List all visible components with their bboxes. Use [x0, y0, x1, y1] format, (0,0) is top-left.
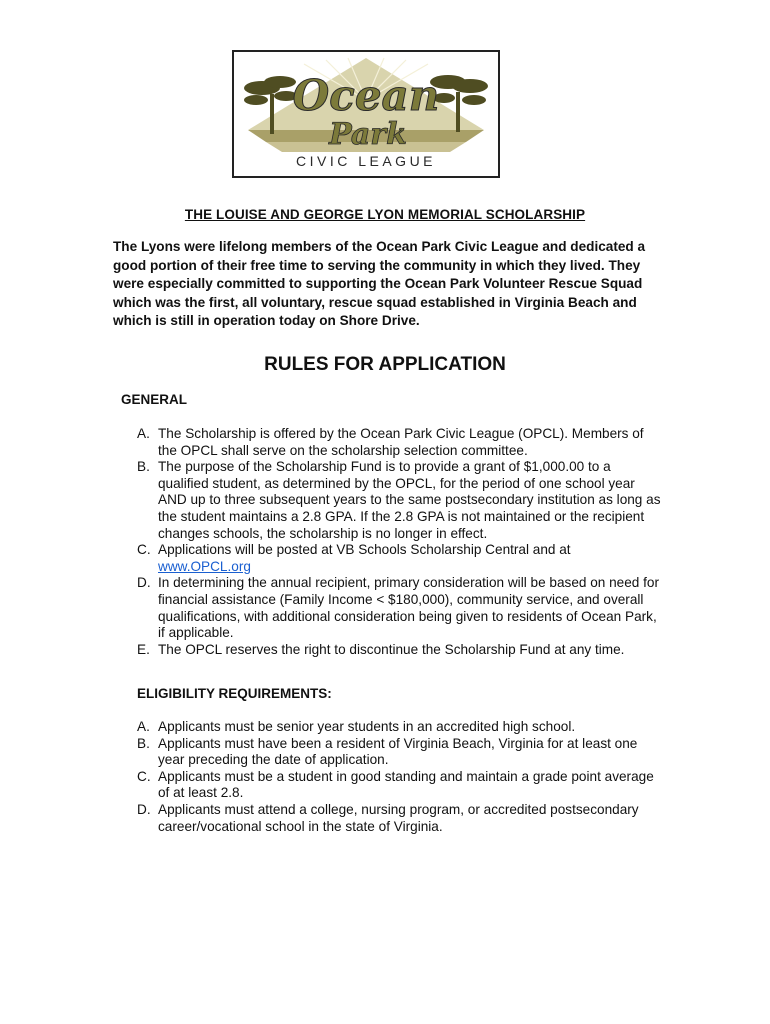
- eligibility-list: [137, 719, 665, 835]
- list-marker: A.: [137, 719, 150, 734]
- general-list: [137, 426, 665, 658]
- list-item-text: Applications will be posted at VB Schools Scholarship Central and at: [158, 542, 571, 558]
- general-heading: GENERAL: [121, 392, 188, 407]
- list-item-text: The OPCL reserves the right to discontinue the Scholarship Fund at any time.: [158, 641, 625, 657]
- opcl-website-link[interactable]: www.OPCL.org: [158, 558, 251, 574]
- logo-word-civic-league: CIVIC LEAGUE: [295, 153, 437, 169]
- list-marker: D.: [137, 801, 151, 817]
- list-marker: C.: [137, 768, 151, 784]
- list-marker: D.: [137, 575, 151, 591]
- list-item-text: Applicants must be a student in good standing and maintain a grade point average of at least 2.8.: [158, 768, 654, 801]
- document-title: THE LOUISE AND GEORGE LYON MEMORIAL SCHOLARSHIP: [184, 207, 586, 222]
- list-marker: B.: [137, 459, 150, 475]
- list-item: [137, 736, 665, 769]
- list-item: [137, 769, 665, 802]
- logo-graphic: [234, 52, 498, 176]
- intro-paragraph: The Lyons were lifelong members of the Ocean Park Civic League and dedicated a good portion of their free time to serving the community in which they lived. They were especially committed to supporting the Ocean Park Volunteer Rescue Squad which was the first, all voluntary, rescue squad established in Virginia Beach and which is still in operation today on Shore Drive.: [113, 239, 646, 328]
- list-item: [137, 575, 665, 641]
- logo-word-ocean: Ocean: [292, 71, 440, 120]
- rules-heading: RULES FOR APPLICATION: [264, 354, 506, 375]
- list-item: [137, 642, 665, 659]
- eligibility-heading: ELIGIBILITY REQUIREMENTS:: [137, 686, 332, 701]
- list-item: [137, 459, 665, 542]
- list-item-text: Applicants must be senior year students in an accredited high school.: [158, 719, 576, 734]
- list-marker: A.: [137, 426, 150, 441]
- list-item-text: Applicants must have been a resident of Virginia Beach, Virginia for at least one year preceding the date of application.: [158, 735, 638, 768]
- list-marker: C.: [137, 542, 151, 558]
- list-marker: E.: [137, 641, 150, 657]
- logo-word-park: Park: [329, 117, 407, 152]
- list-item: [137, 802, 665, 835]
- list-item-text: Applicants must attend a college, nursing program, or accredited postsecondary career/vocational school in the state of Virginia.: [158, 801, 639, 834]
- list-item-text: The purpose of the Scholarship Fund is to provide a grant of $1,000.00 to a qualified student, as determined by the OPCL, for the period of one school year AND up to three subsequent years to the same postsecondary institution as long as the student maintains a 2.8 GPA. If the 2.8 GPA is not maintained or the recipient changes schools, the scholarship is no longer in effect.: [158, 459, 661, 541]
- list-item: [137, 542, 665, 575]
- list-marker: B.: [137, 735, 150, 751]
- list-item: [137, 426, 665, 459]
- list-item-text: In determining the annual recipient, primary consideration will be based on need for financial assistance (Family Income < $180,000), community service, and overall qualifications, with additional consideration being given to residents of Ocean Park, if applicable.: [158, 575, 659, 641]
- ocean-park-civic-league-logo: [232, 50, 500, 178]
- list-item-text: The Scholarship is offered by the Ocean Park Civic League (OPCL). Members of the OPCL shall serve on the scholarship selection committee.: [158, 426, 644, 458]
- list-item: [137, 719, 665, 736]
